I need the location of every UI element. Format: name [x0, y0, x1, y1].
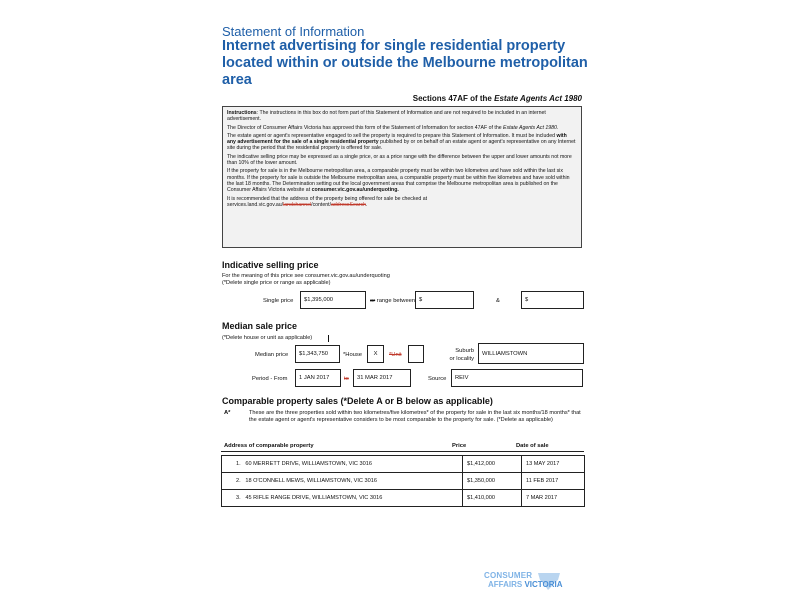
row-number: 2. [236, 478, 241, 484]
or-strike: or [370, 298, 376, 304]
logo-line-1: CONSUMER [484, 571, 533, 580]
period-to-label [344, 376, 349, 382]
range-from-field[interactable]: $ [415, 291, 474, 309]
unit-checkbox[interactable] [408, 345, 424, 363]
instructions-p3-end: published by or on behalf of an estate agent or agent's representative on any Internet site during the period that the residential property is offered for sale. [227, 139, 576, 152]
table-cell-date[interactable]: 13 MAY 2017 [522, 456, 585, 473]
suburb-label-line1: Suburb [455, 348, 474, 354]
unit-label [389, 352, 402, 358]
instructions-bold-label: Instructions [227, 110, 257, 116]
instructions-box [222, 106, 582, 248]
act-reference [413, 94, 582, 103]
table-cell-address[interactable] [222, 456, 463, 473]
text-cursor [328, 335, 329, 342]
house-checkbox[interactable]: X [367, 345, 384, 363]
instructions-p3-text: The estate agent or agent's representative engaged to sell the property is required to prepare this Statement of Information. It must be included [227, 132, 557, 139]
table-cell-date[interactable]: 11 FEB 2017 [522, 473, 585, 490]
instructions-p5 [227, 168, 577, 193]
row-address: 45 RIFLE RANGE DRIVE, WILLIAMSTOWN, VIC 3016 [245, 495, 383, 501]
single-price-field[interactable]: $1,395,000 [300, 291, 366, 309]
address-link-part1[interactable]: services.land.vic.gov.au/ [227, 201, 284, 208]
row-number: 3. [236, 495, 241, 501]
table-cell-address[interactable] [222, 490, 463, 507]
underquoting-link[interactable]: consumer.vic.gov.au/underquoting. [311, 187, 399, 194]
col-date-header: Date of sale [516, 443, 549, 449]
range-label [370, 298, 415, 304]
table-cell-address[interactable] [222, 473, 463, 490]
address-link-part2[interactable]: /content/ [311, 201, 332, 208]
instructions-p4: The indicative selling price may be expressed as a single price, or as a price range with the difference between the upper and lower amounts not more than 10% of the lower amount. [227, 153, 572, 167]
range-label-text: range between [375, 298, 416, 304]
suburb-label-line2: or locality [449, 356, 474, 362]
row-number: 1. [236, 461, 241, 467]
col-price-header: Price [452, 443, 467, 449]
col-address-header: Address of comparable property [224, 443, 314, 449]
comparable-heading: Comparable property sales (*Delete A or B below as applicable) [222, 396, 493, 406]
instructions-p2 [227, 125, 577, 131]
header-rule [221, 451, 584, 452]
option-a-label: A* [224, 410, 231, 416]
instructions-p1 [227, 110, 577, 123]
instructions-p3-bold: with any advertisement for the sale of a single residential property [227, 132, 567, 146]
table-row [222, 473, 585, 490]
table-row [222, 490, 585, 507]
instructions-p3 [227, 133, 577, 152]
period-label: Period - From [252, 376, 288, 382]
median-note: (*Delete house or unit as applicable) [222, 335, 313, 341]
median-price-field[interactable]: $1,343,750 [295, 345, 340, 363]
period-to-field[interactable]: 31 MAR 2017 [353, 369, 411, 387]
indicative-note-2: (*Delete single price or range as applicable) [222, 280, 331, 286]
act-reference-prefix: Sections 47AF of the [412, 94, 495, 103]
instructions-p5-text: If the property for sale is in the Melbourne metropolitan area, a comparable property must be within two kilometres and have sold within the last six months. If the property for sale is outside the Melbourne metropolitan area, a comparable property must be within five kilometres and have sold within the last 18 months. The Determination setting out the local government areas that comprise the Melbourne metropolitan area is published on the Consumer Affairs Victoria website at [227, 168, 570, 194]
logo-line-2 [488, 581, 563, 589]
indicative-note-1: For the meaning of this price see consumer.vic.gov.au/underquoting [222, 273, 390, 279]
instructions-p1-text: : The instructions in this box do not form part of this Statement of Information and are not required to be included in an internet advertisement. [227, 110, 546, 123]
range-ampersand: & [496, 298, 500, 304]
table-row [222, 456, 585, 473]
source-field[interactable]: REIV [451, 369, 583, 387]
instructions-p2-act: Estate Agents Act 1980 [503, 124, 557, 131]
range-to-field[interactable]: $ [521, 291, 584, 309]
instructions-p6-text: It is recommended that the address of the property being offered for sale be checked at [227, 195, 428, 202]
period-from-field[interactable]: 1 JAN 2017 [295, 369, 341, 387]
logo-affairs: AFFAIRS [488, 580, 523, 589]
indicative-heading: Indicative selling price [222, 260, 319, 270]
instructions-p6 [227, 196, 577, 209]
period-to-strike: to [344, 376, 349, 382]
comparable-table [221, 455, 585, 507]
median-price-label: Median price [255, 352, 289, 358]
document-subtitle: Statement of Information [222, 24, 365, 39]
row-address: 18 O'CONNELL MEWS, WILLIAMSTOWN, VIC 3016 [245, 478, 377, 484]
instructions-p2-end: . [556, 124, 559, 131]
source-label: Source [428, 376, 447, 382]
table-cell-price[interactable]: $1,410,000 [463, 490, 522, 507]
unit-label-strike: *Unit [389, 352, 402, 358]
instructions-p2-text: The Director of Consumer Affairs Victoria has approved this form of the Statement of Information for section 47AF of the [227, 124, 504, 131]
suburb-field[interactable]: WILLIAMSTOWN [478, 343, 584, 364]
address-link-strike2: addressSearch [331, 201, 366, 208]
table-cell-price[interactable]: $1,350,000 [463, 473, 522, 490]
row-address: 60 MERRETT DRIVE, WILLIAMSTOWN, VIC 3016 [245, 461, 372, 467]
single-price-label: Single price [263, 298, 294, 304]
suburb-label [449, 347, 474, 363]
house-label: *House [343, 352, 363, 358]
table-cell-price[interactable]: $1,412,000 [463, 456, 522, 473]
logo-victoria: VICTORIA [524, 580, 563, 589]
document-title: Internet advertising for single residential property located within or outside the Melbourne metropolitan area [222, 38, 588, 88]
table-cell-date[interactable]: 7 MAR 2017 [522, 490, 585, 507]
address-link-strike1: landchannel [283, 201, 312, 208]
option-a-text: These are the three properties sold within two kilometres/five kilometres* of the property for sale in the last six months/18 months* that the estate agent or agent's representative considers to be most comparable to the property for sale. (*Delete as applicable) [249, 410, 581, 423]
median-heading: Median sale price [222, 321, 298, 331]
act-reference-name: Estate Agents Act 1980 [494, 94, 582, 103]
address-link-end: . [365, 201, 368, 208]
